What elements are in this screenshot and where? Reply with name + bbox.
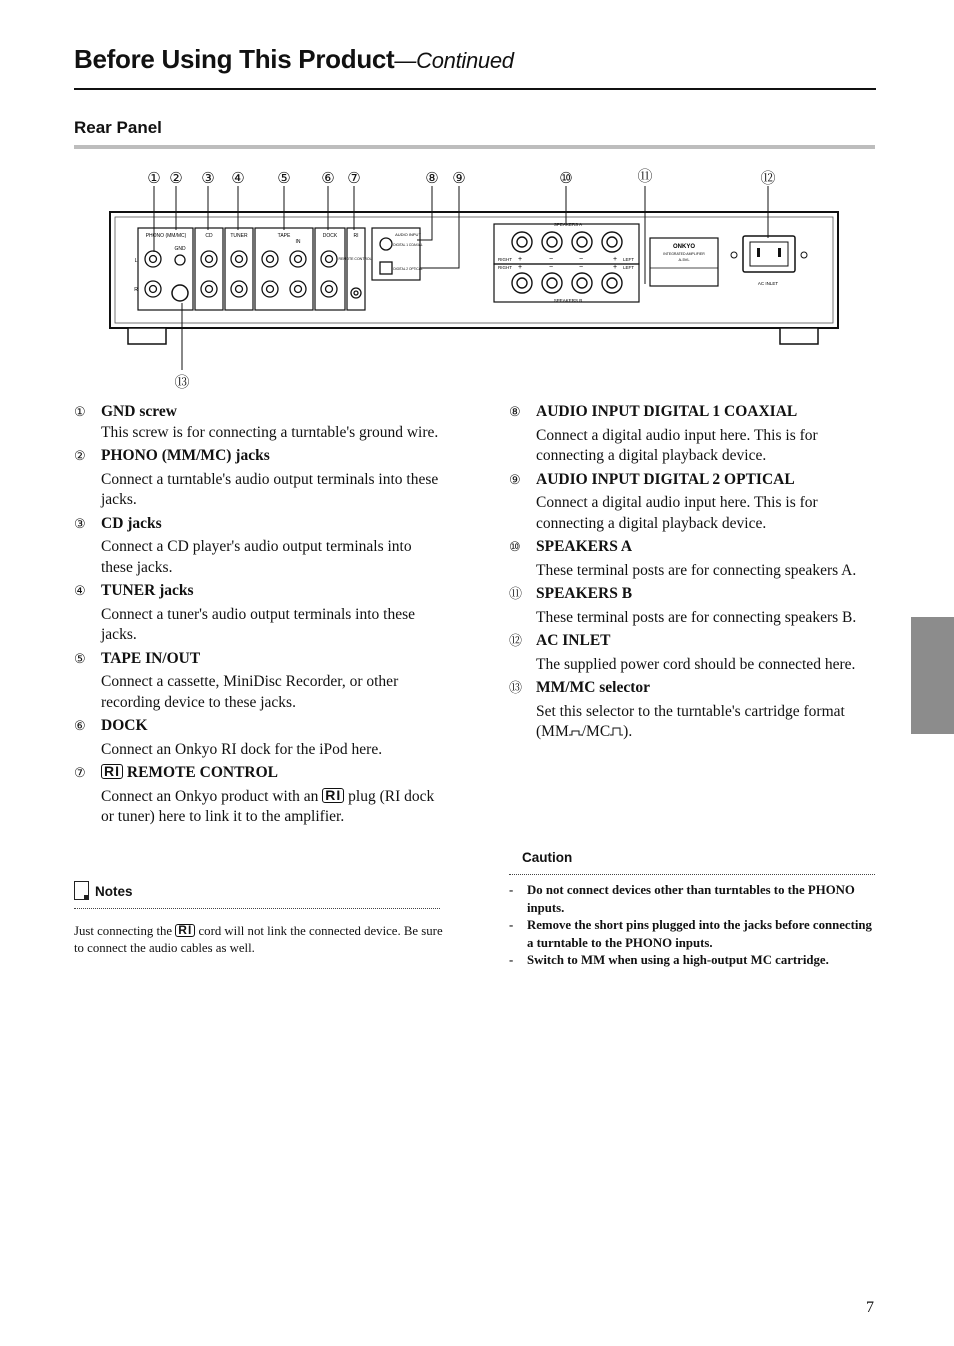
callout-6: ⑥ [321,169,335,187]
mc-symbol-icon [610,727,623,736]
callout-7: ⑦ [347,169,361,187]
item-description: Connect a digital audio input here. This is for connecting a digital playback device. [536,494,818,532]
callout-5: ⑤ [277,169,291,187]
foot-right [780,328,818,344]
item-description-start: Connect an Onkyo product with an [101,787,323,805]
left-label-b: LEFT [623,265,635,270]
caution-text: Remove the short pins plugged into the jacks before connecting a turntable to the PHONO inputs. [527,918,872,950]
item-description: Connect a turntable's audio output terminals into these jacks. [101,470,439,508]
l-label: L [134,258,138,264]
ac-pin-2 [778,248,781,257]
item-description: Connect a tuner's audio output terminals into these jacks. [101,605,416,643]
item-description: Connect an Onkyo RI dock for the iPod here. [101,740,383,758]
item-heading [101,763,444,784]
list-item [74,763,444,828]
mm-mc-selector [172,285,188,301]
r-label: R [134,287,138,293]
caution-item [509,952,875,970]
item-description-end: plug (RI dock or tuner) here to link it to the amplifier. [101,787,435,825]
item-heading: AC INLET [536,632,611,649]
dock-label: DOCK [322,233,338,239]
title-divider [74,88,876,90]
tape-label: TAPE [277,233,291,239]
foot-left [128,328,166,344]
gnd-screw [175,255,185,265]
item-number: ① [74,404,86,419]
plus-label-4: + [613,264,618,271]
minus-label-2: − [579,256,584,263]
item-description: Connect a CD player's audio output terminals into these jacks. [101,538,412,576]
digital1-label: DIGITAL 1 COAXIAL [393,243,423,247]
item-description: Connect a digital audio input here. This is for connecting a digital playback device. [536,426,818,464]
coaxial-jack [380,238,392,250]
right-label-a: RIGHT [498,257,512,262]
item-heading: PHONO (MM/MC) jacks [101,447,270,464]
brand-logo: ONKYO [672,244,696,250]
item-heading: DOCK [101,717,148,734]
chapter-tab [911,617,954,734]
item-description-end: ). [623,723,633,740]
list-item [74,649,444,714]
item-number: ④ [74,583,86,598]
plus-label-3: + [518,264,523,271]
item-description-mid: /MC [581,723,611,740]
ac-inlet-label: AC INLET [757,281,779,286]
list-item [74,514,444,579]
item-number: ⑪ [509,586,523,601]
left-label-a: LEFT [623,257,635,262]
item-heading: AUDIO INPUT DIGITAL 2 OPTICAL [536,470,795,488]
item-number: ⑩ [509,539,521,554]
speakers-b-label: SPEAKERS B [553,298,583,303]
ri-logo-icon: RI [175,924,195,937]
item-number: ⑨ [509,471,521,487]
caution-divider [509,874,875,875]
mm-symbol-icon [569,727,582,736]
item-number: ⑬ [509,680,523,695]
callout-11: ⑪ [637,167,653,185]
descriptions-right [509,402,875,746]
chassis-outline [110,212,838,328]
notes-body [74,923,446,957]
cd-label: CD [205,233,213,239]
item-number: ⑤ [74,650,86,666]
caution-text: Do not connect devices other than turntables to the PHONO inputs. [527,883,855,915]
phono-label: PHONO (MM/MC) [145,233,187,239]
list-item [74,446,444,511]
page-title-continued: —Continued [394,48,514,73]
note-icon [74,881,89,900]
callout-4: ④ [231,169,245,187]
item-description [101,787,444,828]
rear-panel-diagram [100,160,850,395]
list-item [509,537,875,581]
callout-13: ⑬ [174,373,190,391]
tuner-label: TUNER [230,233,248,239]
item-heading: TAPE IN/OUT [101,649,201,667]
ri-logo-icon: RI [322,788,344,803]
list-item [509,631,875,675]
list-item [509,678,875,743]
speakers-a-label: SPEAKERS A [553,222,583,227]
callout-12: ⑫ [760,169,776,187]
notes-heading [74,881,133,900]
ri-label: RI [353,233,359,239]
item-number: ⑥ [74,718,86,733]
section-divider [74,145,875,149]
item-heading: SPEAKERS B [536,585,633,602]
caution-text: Switch to MM when using a high-output MC cartridge. [527,953,829,967]
optical-jack [380,262,392,274]
plus-label-1: + [518,256,523,263]
caution-list [509,882,875,970]
callout-1: ① [147,169,161,187]
descriptions-left [74,402,444,831]
item-description: These terminal posts are for connecting speakers A. [536,561,857,579]
notes-title: Notes [95,884,133,899]
page-number: 7 [866,1299,874,1316]
caution-item [509,882,875,917]
callout-10: ⑩ [559,169,573,187]
item-heading: GND screw [101,403,177,420]
caution-item [509,917,875,952]
item-number: ⑫ [509,633,523,648]
item-number: ③ [74,515,86,531]
notes-text-end: cord will not link the connected device. Be sure to connect the audio cables as well. [74,924,443,955]
remote-label: REMOTE CONTROL [338,257,372,261]
caution-dash: - [509,918,514,932]
caution-heading: Caution [522,850,573,865]
list-item [509,470,875,535]
callout-2: ② [169,169,183,187]
item-description-start: Set this selector to the turntable's cartridge format (MM [536,702,845,740]
audio-input-label: AUDIO INPUT [395,232,421,237]
notes-divider [74,908,440,909]
minus-label-4: − [579,264,584,271]
plus-label-2: + [613,256,618,263]
gnd-label: GND [174,246,186,252]
item-number: ② [74,448,86,463]
page-title [74,44,514,75]
callout-9: ⑨ [452,169,466,187]
item-description: These terminal posts are for connecting speakers B. [536,608,857,626]
item-number: ⑦ [74,765,86,780]
model-name: A-5VL [678,257,690,262]
digital2-label: DIGITAL 2 OPTICAL [393,267,423,271]
minus-label-1: − [549,256,554,263]
minus-label-3: − [549,264,554,271]
page-title-main: Before Using This Product [74,44,395,74]
list-item [74,716,444,760]
callout-3: ③ [201,169,215,187]
tape-in-label: IN [295,239,301,245]
list-item [509,402,875,467]
model-line: INTEGRATED AMPLIFIER [663,252,705,256]
item-heading: MM/MC selector [536,679,651,696]
item-description [536,702,875,743]
list-item [74,581,444,646]
item-number: ⑧ [509,404,521,419]
list-item [509,584,875,628]
item-description: The supplied power cord should be connected here. [536,655,856,673]
caution-dash: - [509,883,514,897]
item-heading: SPEAKERS A [536,538,633,555]
item-heading-text: REMOTE CONTROL [123,764,279,781]
right-label-b: RIGHT [498,265,512,270]
item-heading: TUNER jacks [101,582,194,599]
item-description: Connect a cassette, MiniDisc Recorder, or other recording device to these jacks. [101,673,399,711]
ac-pin-1 [757,248,760,257]
notes-text-start: Just connecting the [74,924,176,938]
item-heading: AUDIO INPUT DIGITAL 1 COAXIAL [536,403,798,420]
item-heading: CD jacks [101,514,162,532]
list-item [74,402,444,443]
caution-dash: - [509,953,514,967]
callout-8: ⑧ [425,169,439,187]
section-heading: Rear Panel [74,118,162,137]
item-description: This screw is for connecting a turntable's ground wire. [101,423,439,441]
ri-logo-icon: RI [101,764,123,779]
